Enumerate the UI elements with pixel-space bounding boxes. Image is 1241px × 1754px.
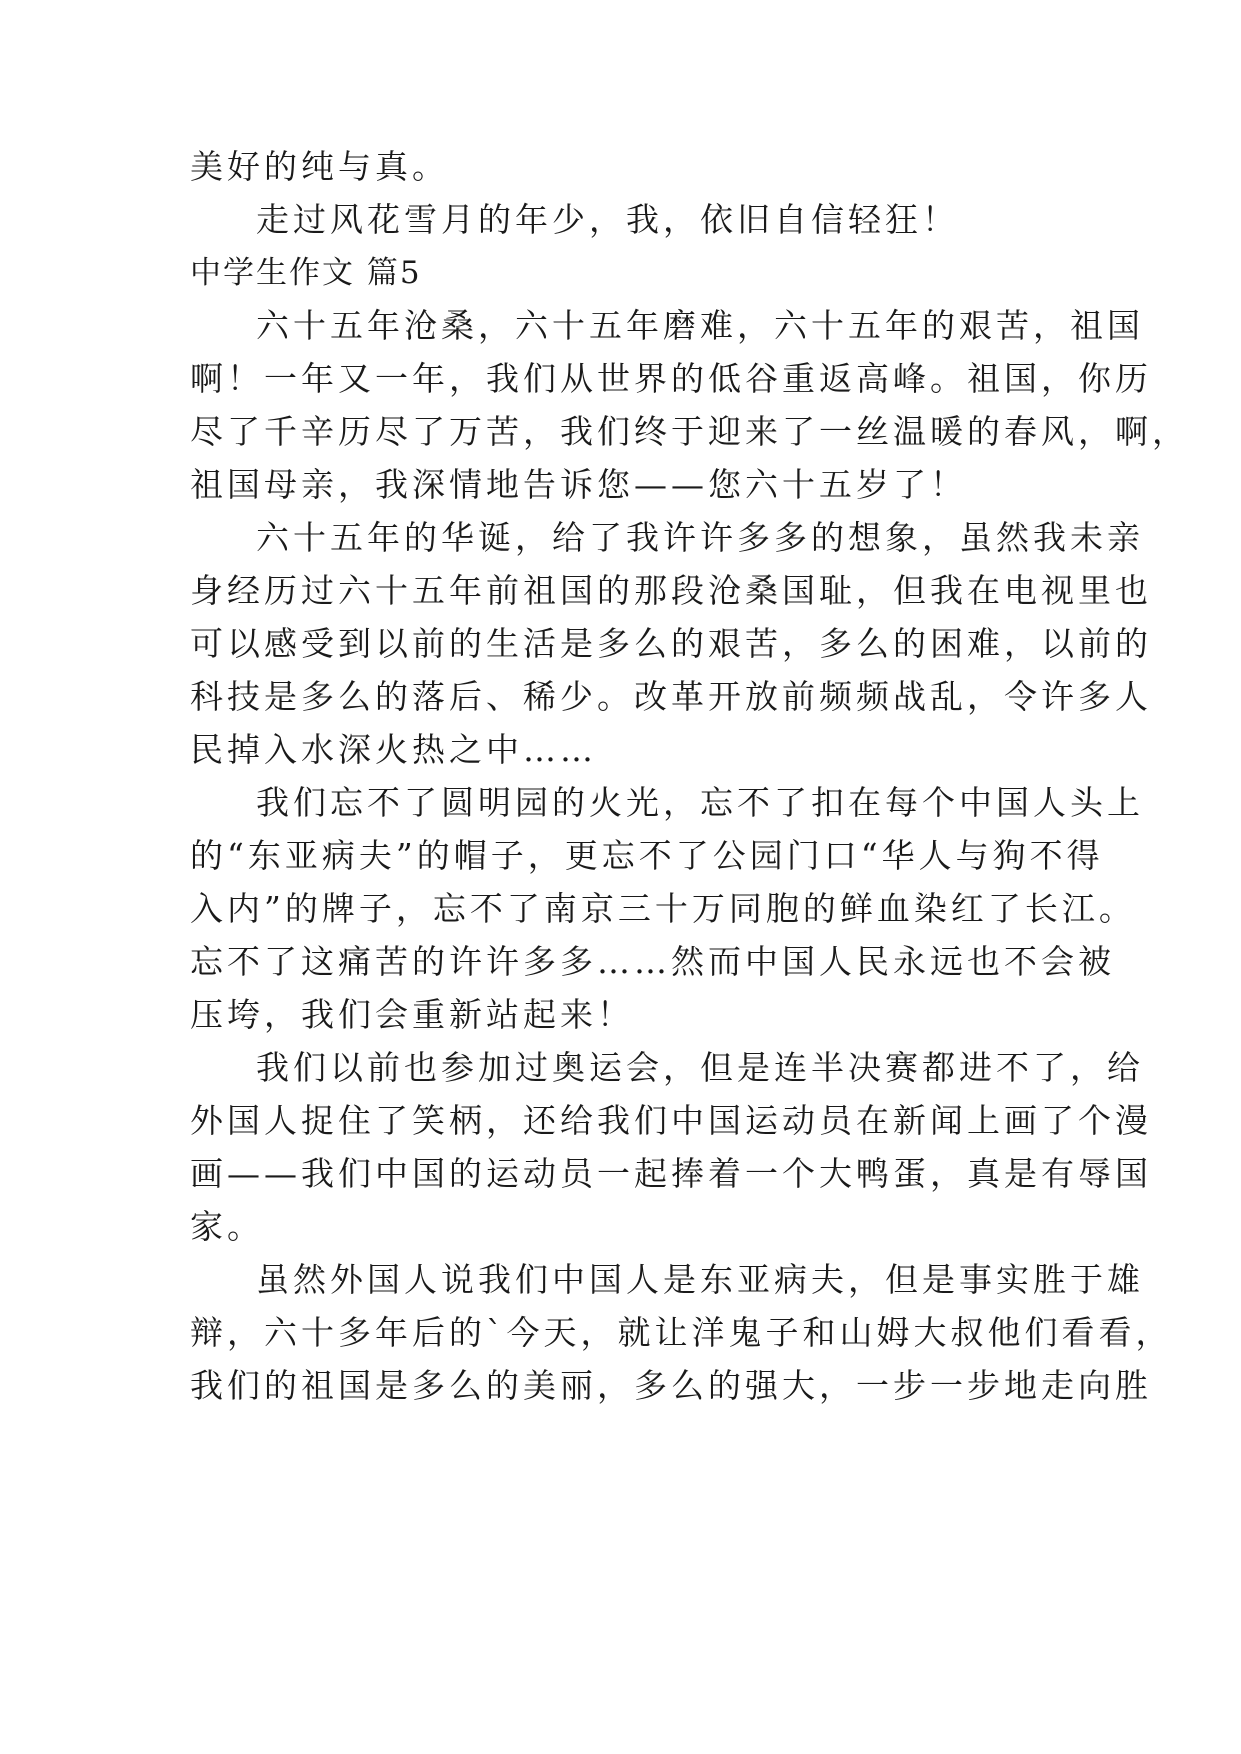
- text-line: 我们忘不了圆明园的火光，忘不了扣在每个中国人头上: [256, 783, 1144, 822]
- text-line: 外国人捉住了笑柄，还给我们中国运动员在新闻上画了个漫: [190, 1101, 1152, 1140]
- text-line: 可以感受到以前的生活是多么的艰苦，多么的困难，以前的: [190, 624, 1152, 663]
- text-line: 我们的祖国是多么的美丽，多么的强大，一步一步地走向胜: [190, 1366, 1152, 1405]
- text-line: 身经历过六十五年前祖国的那段沧桑国耻，但我在电视里也: [190, 571, 1152, 610]
- text-line: 祖国母亲，我深情地告诉您——您六十五岁了！: [190, 465, 967, 504]
- text-line: 民掉入水深火热之中……: [190, 730, 597, 769]
- text-line: 忘不了这痛苦的许许多多……然而中国人民永远也不会被: [190, 942, 1115, 981]
- section-heading: 中学生作文 篇5: [190, 255, 422, 291]
- text-line: 家。: [190, 1207, 264, 1246]
- text-line: 科技是多么的落后、稀少。改革开放前频频战乱，令许多人: [190, 677, 1152, 716]
- text-line: 啊！一年又一年，我们从世界的低谷重返高峰。祖国，你历: [190, 359, 1152, 398]
- text-line: 美好的纯与真。: [190, 147, 449, 186]
- text-line: 辩，六十多年后的`今天，就让洋鬼子和山姆大叔他们看看，: [190, 1313, 1173, 1352]
- text-line: 压垮，我们会重新站起来！: [190, 995, 634, 1034]
- text-line: 我们以前也参加过奥运会，但是连半决赛都进不了，给: [256, 1048, 1144, 1087]
- text-line: 六十五年的华诞，给了我许许多多的想象，虽然我未亲: [256, 518, 1144, 557]
- text-line: 尽了千辛历尽了万苦，我们终于迎来了一丝温暖的春风，啊，: [190, 412, 1189, 451]
- text-line: 六十五年沧桑，六十五年磨难，六十五年的艰苦，祖国: [256, 306, 1144, 345]
- text-line: 入内”的牌子，忘不了南京三十万同胞的鲜血染红了长江。: [190, 889, 1136, 928]
- text-line: 走过风花雪月的年少，我，依旧自信轻狂！: [256, 200, 959, 239]
- text-line: 画——我们中国的运动员一起捧着一个大鸭蛋，真是有辱国: [190, 1154, 1152, 1193]
- text-line: 虽然外国人说我们中国人是东亚病夫，但是事实胜于雄: [256, 1260, 1144, 1299]
- text-line: 的“东亚病夫”的帽子，更忘不了公园门口“华人与狗不得: [190, 836, 1104, 875]
